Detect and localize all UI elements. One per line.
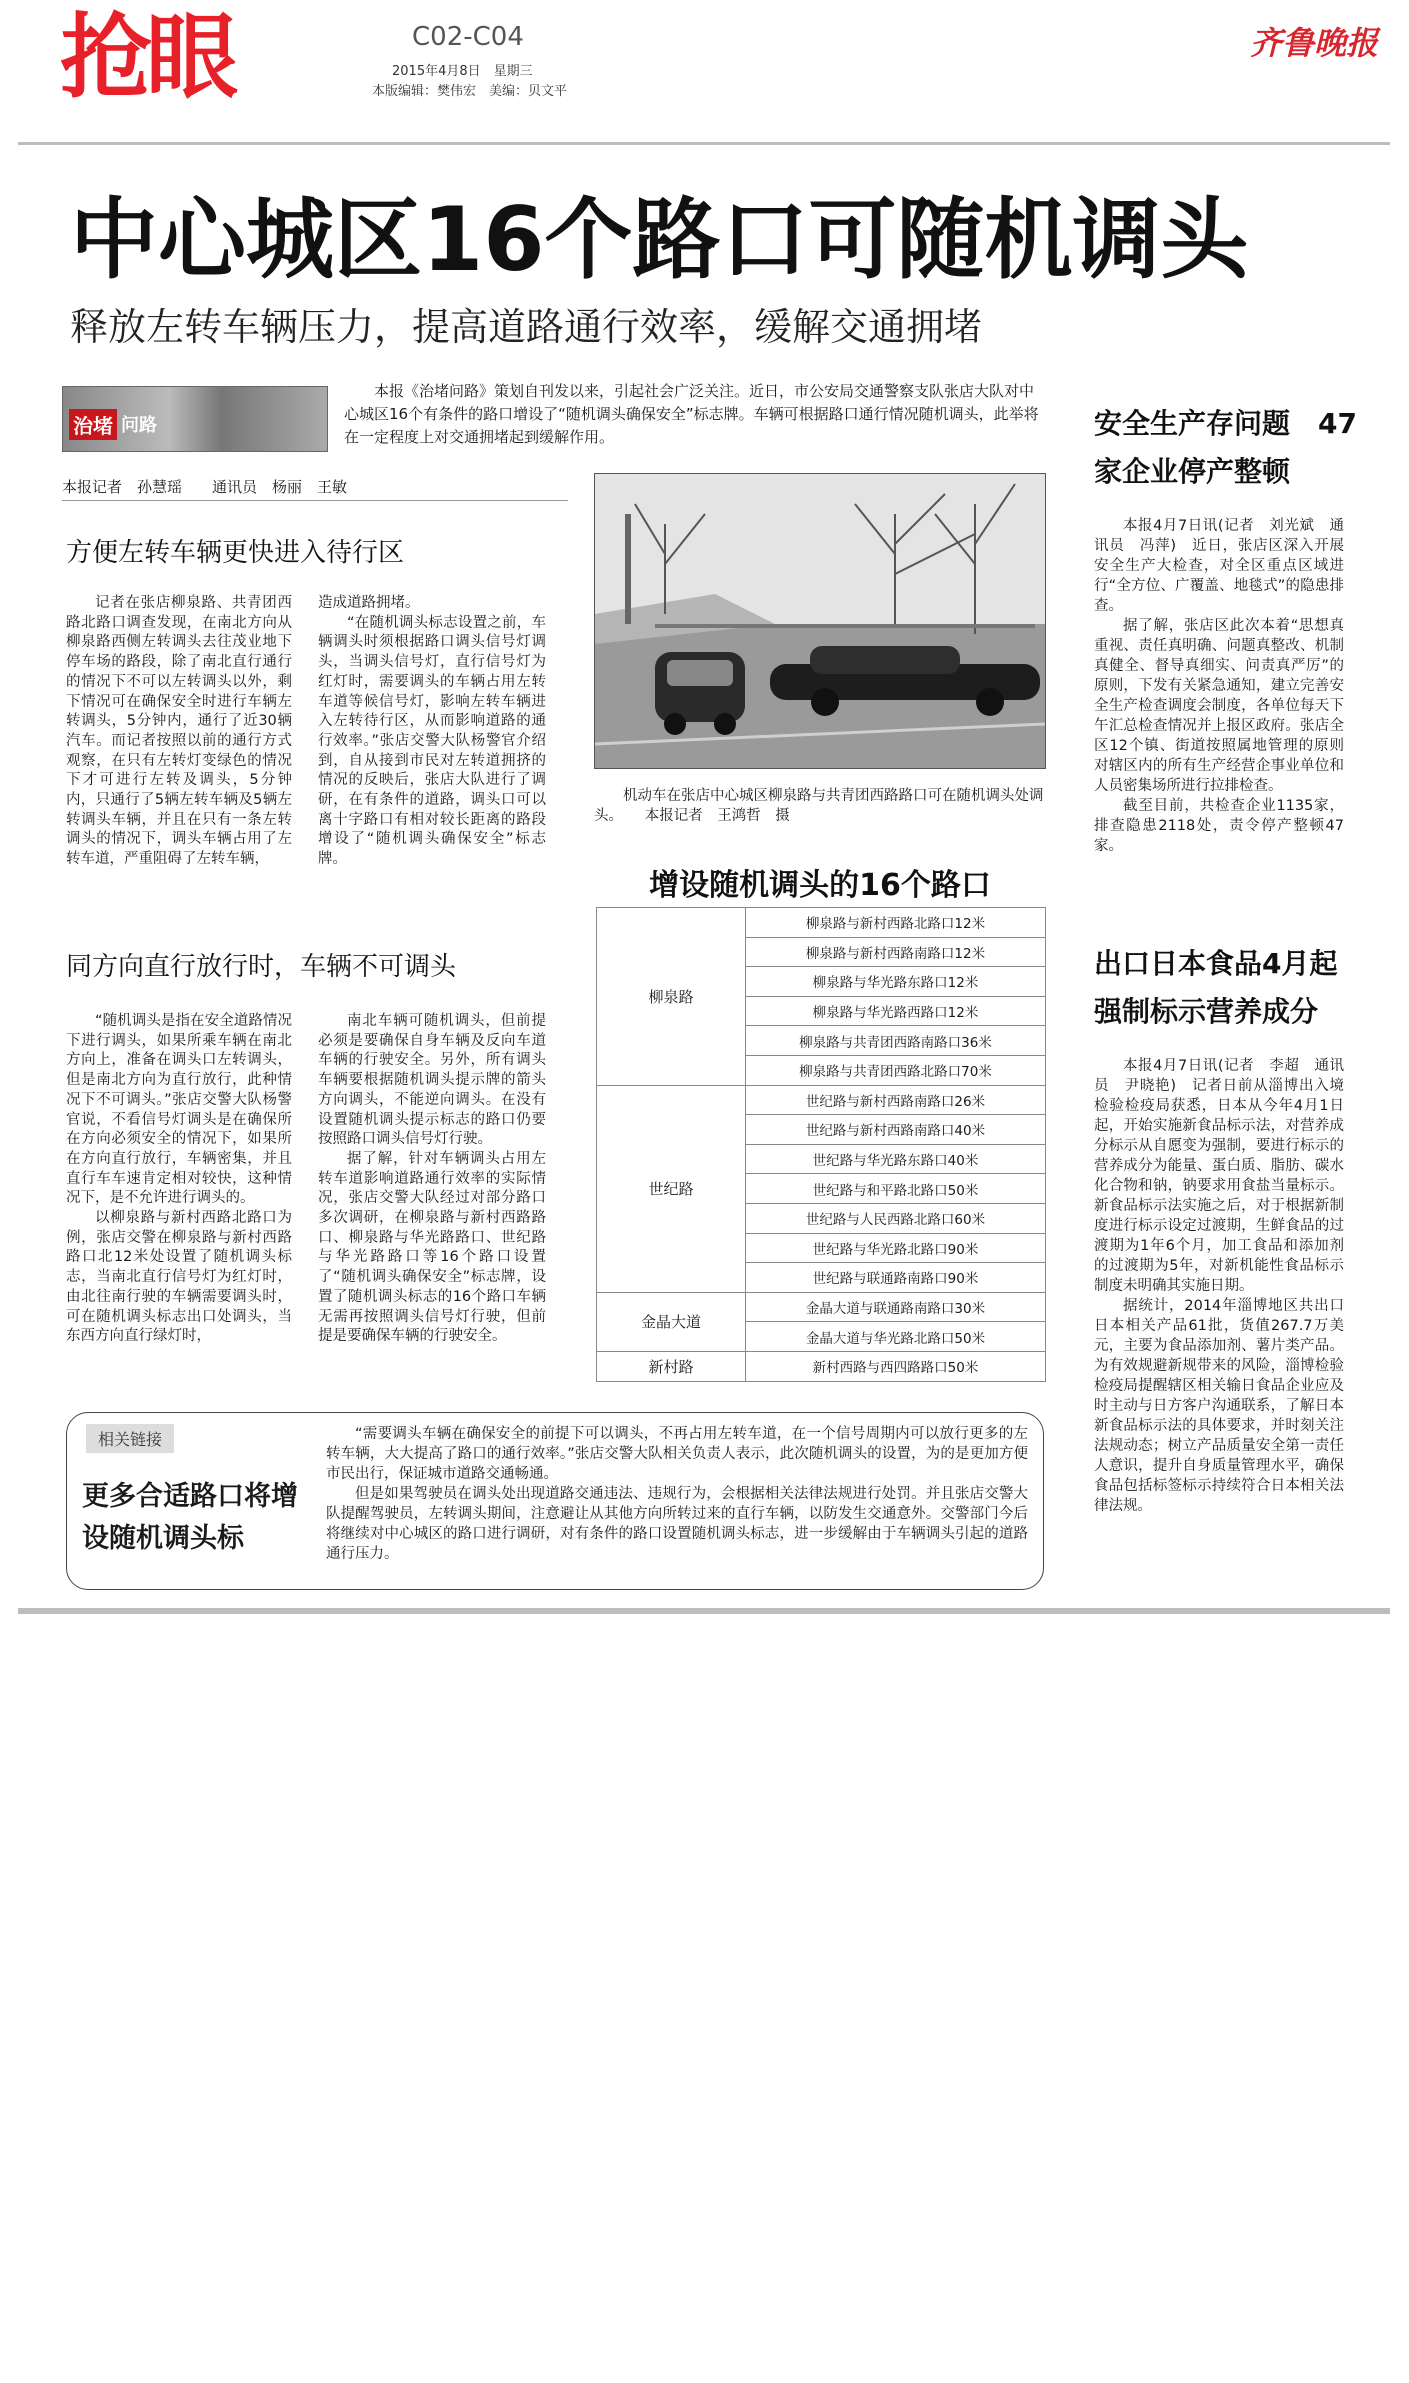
masthead-divider xyxy=(18,142,1390,145)
editors-line: 本版编辑：樊伟宏 美编：贝文平 xyxy=(372,84,568,99)
section2-col2-text1: 南北车辆可随机调头，但前提必须是要确保自身车辆及反向车道车辆的行驶安全。另外，所有调头车辆要根据随机调头提示牌的箭头方向调头，不能逆向调头。在没有设置随机调头提示标志的路口仍要按照路口调头信号灯行驶。 xyxy=(318,1013,546,1148)
table-cell: 金晶大道与联通路南路口30米 xyxy=(746,1292,1046,1322)
page-range: C02-C04 xyxy=(412,22,524,52)
table-cell: 世纪路与华光路东路口40米 xyxy=(746,1144,1046,1174)
right-story1-text3: 截至目前，共检查企业1135家，排查隐患2118处，责令停产整顿47家。 xyxy=(1094,798,1344,854)
section1-col2-text1: 造成道路拥堵。 xyxy=(318,595,420,611)
table-title: 增设随机调头的16个路口 xyxy=(649,868,991,903)
right-story2-text2: 据统计，2014年淄博地区共出口日本相关产品61批，货值267.7万美元，主要为食品添加剂、薯片类产品。为有效规避新规带来的风险，淄博检验检疫局提醒辖区相关输日食品企业应及时主动与日方客户沟通联系，了解日本新食品标示法的具体要求，并时刻关注法规动态；树立产品质量安全第一责任人意识，提升自身质量管理水平，确保食品包括标签标示持续符合日本相关法律法规。 xyxy=(1094,1298,1344,1514)
right-story1-body xyxy=(1094,516,1344,856)
section1-column2 xyxy=(318,594,546,870)
related-links-text2: 但是如果驾驶员在调头处出现道路交通违法、违规行为，会根据相关法律法规进行处罚。并且张店交警大队提醒驾驶员，左转调头期间，注意避让从其他方向所转过来的直行车辆，以防发生交通意外。交警部门今后将继续对中心城区的路口进行调研，对有条件的路口设置随机调头标志，进一步缓解由于车辆调头引起的道路通行压力。 xyxy=(326,1486,1028,1562)
road-group-label: 柳泉路 xyxy=(597,908,746,1086)
table-row xyxy=(597,1292,1046,1322)
right-story2-text1: 本报4月7日讯(记者 李超 通讯员 尹晓艳) 记者日前从淄博出入境检验检疫局获悉，日本从今年4月1日起，开始实施新食品标示法，对营养成分标示从自愿变为强制，要进行标示的营养成分为能量、蛋白质、脂肪、碳水化合物和钠，钠要求用食盐当量标示。新食品标示法实施之后，对于根据新制度进行标示设定过渡期，生鲜食品的过渡期为1年6个月，加工食品和添加剂的过渡期为5年，对新机能性食品标示制度未明确其实施日期。 xyxy=(1094,1058,1344,1294)
section2-col1-text1: “随机调头是指在安全道路情况下进行调头，如果所乘车辆在南北方向上，准备在调头口左转调头，但是南北方向为直行放行，此种情况下不可调头。”张店交警大队杨警官说，不看信号灯调头是在确保所在方向必须安全的情况下，如果所在方向直行放行，车辆密集，并且直行车车速肯定相对较快，这种情况下，是不允许进行调头的。 xyxy=(66,1013,292,1207)
section2-heading: 同方向直行放行时，车辆不可调头 xyxy=(66,952,457,982)
page-bottom-divider xyxy=(18,1608,1390,1614)
right-story2-headline: 出口日本食品4月起 强制标示营养成分 xyxy=(1094,947,1366,1028)
table-cell: 世纪路与人民西路北路口60米 xyxy=(746,1203,1046,1233)
table-cell: 柳泉路与新村西路南路口12米 xyxy=(746,937,1046,967)
table-cell: 柳泉路与华光路东路口12米 xyxy=(746,967,1046,997)
series-logo-red: 治堵 xyxy=(69,409,117,440)
table-row xyxy=(597,1351,1046,1381)
table-cell: 柳泉路与共青团西路南路口36米 xyxy=(746,1026,1046,1056)
table-row xyxy=(597,908,1046,938)
table-cell: 世纪路与和平路北路口50米 xyxy=(746,1174,1046,1204)
byline-divider xyxy=(62,500,568,501)
right-story1-headline: 安全生产存问题 47家企业停产整顿 xyxy=(1094,407,1357,488)
road-group-label: 新村路 xyxy=(597,1351,746,1381)
related-links-text1: “需要调头车辆在确保安全的前提下可以调头，不再占用左转车道，在一个信号周期内可以放行更多的左转车辆，大大提高了路口的通行效率。”张店交警大队相关负责人表示，此次随机调头的设置，为的是更加方便市民出行，保证城市道路交通畅通。 xyxy=(326,1426,1028,1482)
issue-date: 2015年4月8日 星期三 xyxy=(392,64,533,79)
subheadline: 释放左转车辆压力，提高道路通行效率，缓解交通拥堵 xyxy=(70,305,983,349)
road-group-label: 金晶大道 xyxy=(597,1292,746,1351)
article-intro: 本报《治堵问路》策划自刊发以来，引起社会广泛关注。近日，市公安局交通警察支队张店大队对中心城区16个有条件的路口增设了“随机调头确保安全”标志牌。车辆可根据路口通行情况随机调头，此举将在一定程度上对交通拥堵起到缓解作用。 xyxy=(344,382,1039,446)
right-story1-text1: 本报4月7日讯(记者 刘光斌 通讯员 冯萍) 近日，张店区深入开展安全生产大检查，对全区重点区域进行“全方位、广覆盖、地毯式”的隐患排查。 xyxy=(1094,518,1344,614)
table-cell: 柳泉路与新村西路北路口12米 xyxy=(746,908,1046,938)
related-links-label: 相关链接 xyxy=(86,1424,174,1453)
section1-heading: 方便左转车辆更快进入待行区 xyxy=(66,538,405,568)
section1-column1 xyxy=(66,594,292,870)
photo-caption: 机动车在张店中心城区柳泉路与共青团西路路口可在随机调头处调头。 本报记者 王鸿哲 摄 xyxy=(594,788,1044,824)
table-cell: 世纪路与新村西路南路口26米 xyxy=(746,1085,1046,1115)
section2-column2 xyxy=(318,1012,546,1347)
section1-col1-text: 记者在张店柳泉路、共青团西路北路口调查发现，在南北方向从柳泉路西侧左转调头去往茂业地下停车场的路段，除了南北直行通行的情况下不可以左转调头以外，剩下情况可在确保安全时进行车辆左转调头，5分钟内，通行了近30辆汽车。而记者按照以前的通行方式观察，在只有左转灯变绿色的情况下才可进行左转及调头，5分钟内，只通行了5辆左转车辆及5辆左转调头车辆，并且在只有一条左转调头的情况下，调头车辆占用了左转车道，严重阻碍了左转车辆， xyxy=(66,595,292,868)
related-links-headline: 更多合适路口将增设随机调头标 xyxy=(82,1481,298,1554)
street-scene-illustration xyxy=(595,474,1045,768)
section2-col2-text2: 据了解，针对车辆调头占用左转车道影响道路通行效率的实际情况，张店交警大队经过对部分路口多次调研，在柳泉路与新村西路路口、柳泉路与华光路路口、世纪路与华光路路口等16个路口设置了“随机调头确保安全”标志牌，设置了随机调头标志的16个路口车辆无需再按照调头信号灯行驶，但前提是要确保车辆的行驶安全。 xyxy=(318,1150,546,1345)
paper-name-logo: 齐鲁晚报 xyxy=(1250,24,1379,62)
table-cell: 柳泉路与华光路西路口12米 xyxy=(746,996,1046,1026)
table-cell: 世纪路与联通路南路口90米 xyxy=(746,1263,1046,1293)
table-cell: 柳泉路与共青团西路北路口70米 xyxy=(746,1055,1046,1085)
table-cell: 新村西路与西四路路口50米 xyxy=(746,1351,1046,1381)
right-story1-text2: 据了解，张店区此次本着“思想真重视、责任真明确、问题真整改、机制真健全、督导真细实、问责真严厉”的原则，下发有关紧急通知，建立完善安全生产检查调度会制度，各单位每天下午汇总检查情况并上报区政府。张店全区12个镇、街道按照属地管理的原则对辖区内的所有生产经营企事业单位和人员密集场所进行拉排检查。 xyxy=(1094,618,1344,794)
table-row xyxy=(597,1085,1046,1115)
byline: 本报记者 孙慧瑶 通讯员 杨丽 王敏 xyxy=(62,478,348,496)
table-cell: 世纪路与华光路北路口90米 xyxy=(746,1233,1046,1263)
intersection-table xyxy=(596,907,1046,1382)
section2-col1-text2: 以柳泉路与新村西路北路口为例，张店交警在柳泉路与新村西路路口北12米处设置了随机调头标志，当南北直行信号灯为红灯时，由北往南行驶的车辆需要调头时，可在随机调头标志出口处调头，当东西方向直行绿灯时， xyxy=(66,1210,292,1345)
news-photo xyxy=(594,473,1046,769)
table-cell: 金晶大道与华光路北路口50米 xyxy=(746,1322,1046,1352)
section1-col2-text2: “在随机调头标志设置之前，车辆调头时须根据路口调头信号灯调头，当调头信号灯，直行信号灯为红灯时，需要调头的车辆占用左转车道等候信号灯，影响左转车辆进入左转待行区，从而影响道路的通行效率。”张店交警大队杨警官介绍到，自从接到市民对左转道拥挤的情况的反映后，张店大队进行了调研，在有条件的道路，调头口可以离十字路口有相对较长距离的路段增设了“随机调头确保安全”标志牌。 xyxy=(318,614,546,868)
road-group-label: 世纪路 xyxy=(597,1085,746,1292)
series-logo xyxy=(62,386,328,452)
right-story2-body xyxy=(1094,1056,1344,1516)
related-links-body xyxy=(326,1424,1028,1564)
table-cell: 世纪路与新村西路南路口40米 xyxy=(746,1115,1046,1145)
series-logo-word: 问路 xyxy=(121,415,157,436)
headline: 中心城区16个路口可随机调头 xyxy=(70,188,1249,291)
section2-column1 xyxy=(66,1012,292,1347)
section-title: 抢眼 xyxy=(60,4,233,111)
